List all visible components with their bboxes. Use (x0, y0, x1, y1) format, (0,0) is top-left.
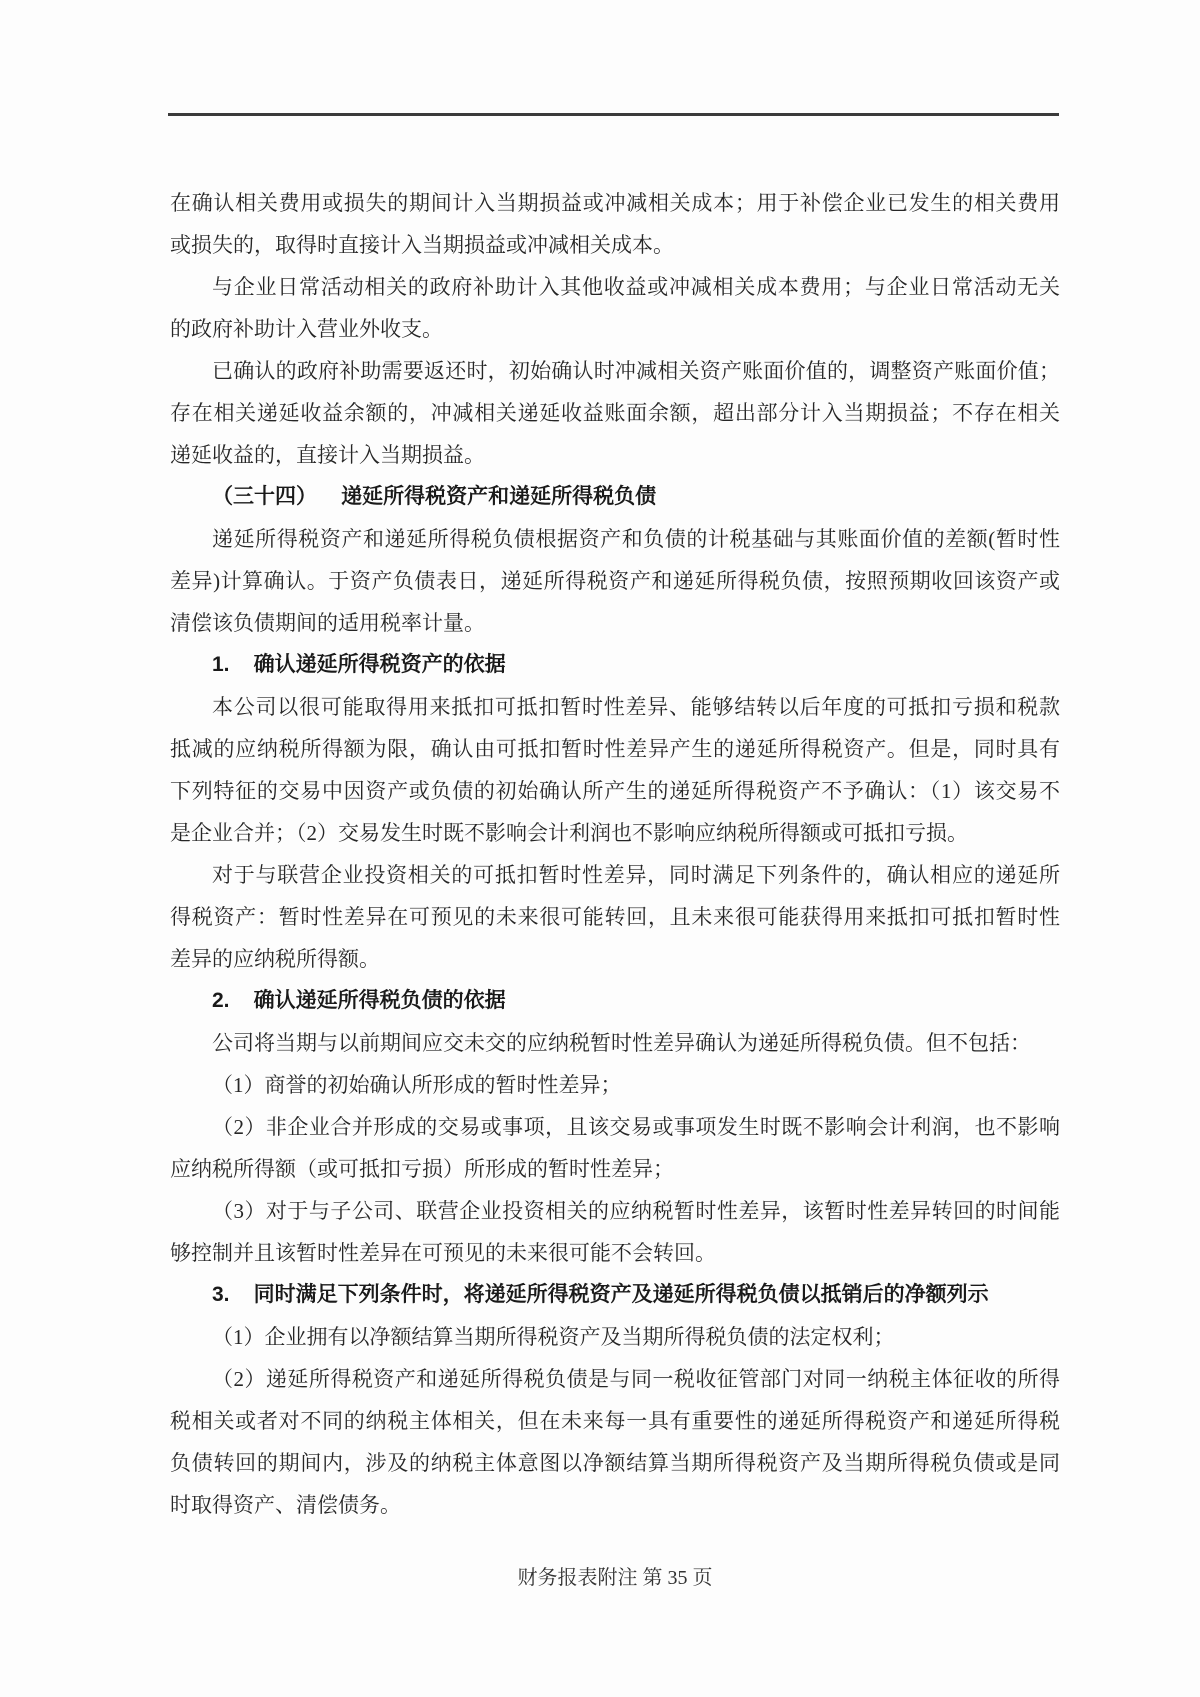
text-line: 递延所得税资产和递延所得税负债根据资产和负债的计税基础与其账面价值的差额(暂时性 (212, 527, 1060, 551)
text-line: 的政府补助计入营业外收支。 (170, 317, 443, 341)
heading-title: 确认递延所得税负债的依据 (253, 989, 506, 1012)
paragraph (170, 1022, 1060, 1064)
text-line: 公司将当期与以前期间应交未交的应纳税暂时性差异确认为递延所得税负债。但不包括： (212, 1031, 1031, 1055)
text-line: 得税资产：暂时性差异在可预见的未来很可能转回，且未来很可能获得用来抵扣可抵扣暂时性 (170, 905, 1060, 929)
page-footer: 财务报表附注 第 35 页 (517, 1567, 713, 1589)
header-rule (168, 113, 1059, 116)
paragraph (170, 518, 1060, 644)
text-line: 够控制并且该暂时性差异在可预见的未来很可能不会转回。 (170, 1241, 716, 1265)
heading-title: 递延所得税资产和递延所得税负债 (341, 485, 657, 508)
paragraph (170, 686, 1060, 854)
text-line: （1）企业拥有以净额结算当期所得税资产及当期所得税负债的法定权利； (212, 1325, 895, 1349)
heading-number: （三十四） (212, 485, 317, 508)
text-line: 对于与联营企业投资相关的可抵扣暂时性差异，同时满足下列条件的，确认相应的递延所 (212, 863, 1060, 887)
text-line: 或损失的，取得时直接计入当期损益或冲减相关成本。 (170, 233, 674, 257)
text-line: 税相关或者对不同的纳税主体相关，但在未来每一具有重要性的递延所得税资产和递延所得税 (170, 1409, 1060, 1433)
text-line: 在确认相关费用或损失的期间计入当期损益或冲减相关成本；用于补偿企业已发生的相关费用 (170, 191, 1060, 215)
paragraph (170, 182, 1060, 266)
text-line: 差异)计算确认。于资产负债表日，递延所得税资产和递延所得税负债，按照预期收回该资产或 (170, 569, 1060, 593)
text-line: （3）对于与子公司、联营企业投资相关的应纳税暂时性差异，该暂时性差异转回的时间能 (212, 1199, 1060, 1223)
text-line: 清偿该负债期间的适用税率计量。 (170, 611, 485, 635)
paragraph (170, 854, 1060, 980)
heading-title: 确认递延所得税资产的依据 (253, 653, 506, 676)
text-line: 存在相关递延收益余额的，冲减相关递延收益账面余额，超出部分计入当期损益；不存在相关 (170, 401, 1060, 425)
heading-number: 3. (212, 1283, 230, 1306)
paragraph (170, 266, 1060, 350)
text-line: （2）非企业合并形成的交易或事项，且该交易或事项发生时既不影响会计利润，也不影响 (212, 1115, 1060, 1139)
text-line: （1）商誉的初始确认所形成的暂时性差异； (212, 1073, 622, 1097)
text-line: 是企业合并；（2）交易发生时既不影响会计利润也不影响应纳税所得额或可抵扣亏损。 (170, 821, 968, 845)
text-line: 下列特征的交易中因资产或负债的初始确认所产生的递延所得税资产不予确认：（1）该交易不 (170, 779, 1060, 803)
paragraph (170, 350, 1060, 476)
heading-number: 2. (212, 989, 230, 1012)
section-heading (170, 476, 1060, 518)
paragraph (170, 1064, 1060, 1106)
section-heading (170, 980, 1060, 1022)
heading-title: 同时满足下列条件时，将递延所得税资产及递延所得税负债以抵销后的净额列示 (253, 1283, 989, 1306)
text-line: 与企业日常活动相关的政府补助计入其他收益或冲减相关成本费用；与企业日常活动无关 (212, 275, 1060, 299)
heading-number: 1. (212, 653, 230, 676)
text-line: 负债转回的期间内，涉及的纳税主体意图以净额结算当期所得税资产及当期所得税负债或是同 (170, 1451, 1060, 1475)
paragraph (170, 1106, 1060, 1190)
text-line: 递延收益的，直接计入当期损益。 (170, 443, 485, 467)
text-line: （2）递延所得税资产和递延所得税负债是与同一税收征管部门对同一纳税主体征收的所得 (212, 1367, 1060, 1391)
text-line: 本公司以很可能取得用来抵扣可抵扣暂时性差异、能够结转以后年度的可抵扣亏损和税款 (212, 695, 1060, 719)
text-line: 已确认的政府补助需要返还时，初始确认时冲减相关资产账面价值的，调整资产账面价值； (212, 359, 1060, 383)
paragraph (170, 1190, 1060, 1274)
text-line: 抵减的应纳税所得额为限，确认由可抵扣暂时性差异产生的递延所得税资产。但是，同时具有 (170, 737, 1060, 761)
section-heading (170, 1274, 1060, 1316)
text-line: 应纳税所得额（或可抵扣亏损）所形成的暂时性差异； (170, 1157, 674, 1181)
text-line: 时取得资产、清偿债务。 (170, 1493, 401, 1517)
section-heading (170, 644, 1060, 686)
paragraph (170, 1316, 1060, 1358)
text-line: 差异的应纳税所得额。 (170, 947, 380, 971)
paragraph (170, 1358, 1060, 1526)
document-body (170, 182, 1060, 1526)
